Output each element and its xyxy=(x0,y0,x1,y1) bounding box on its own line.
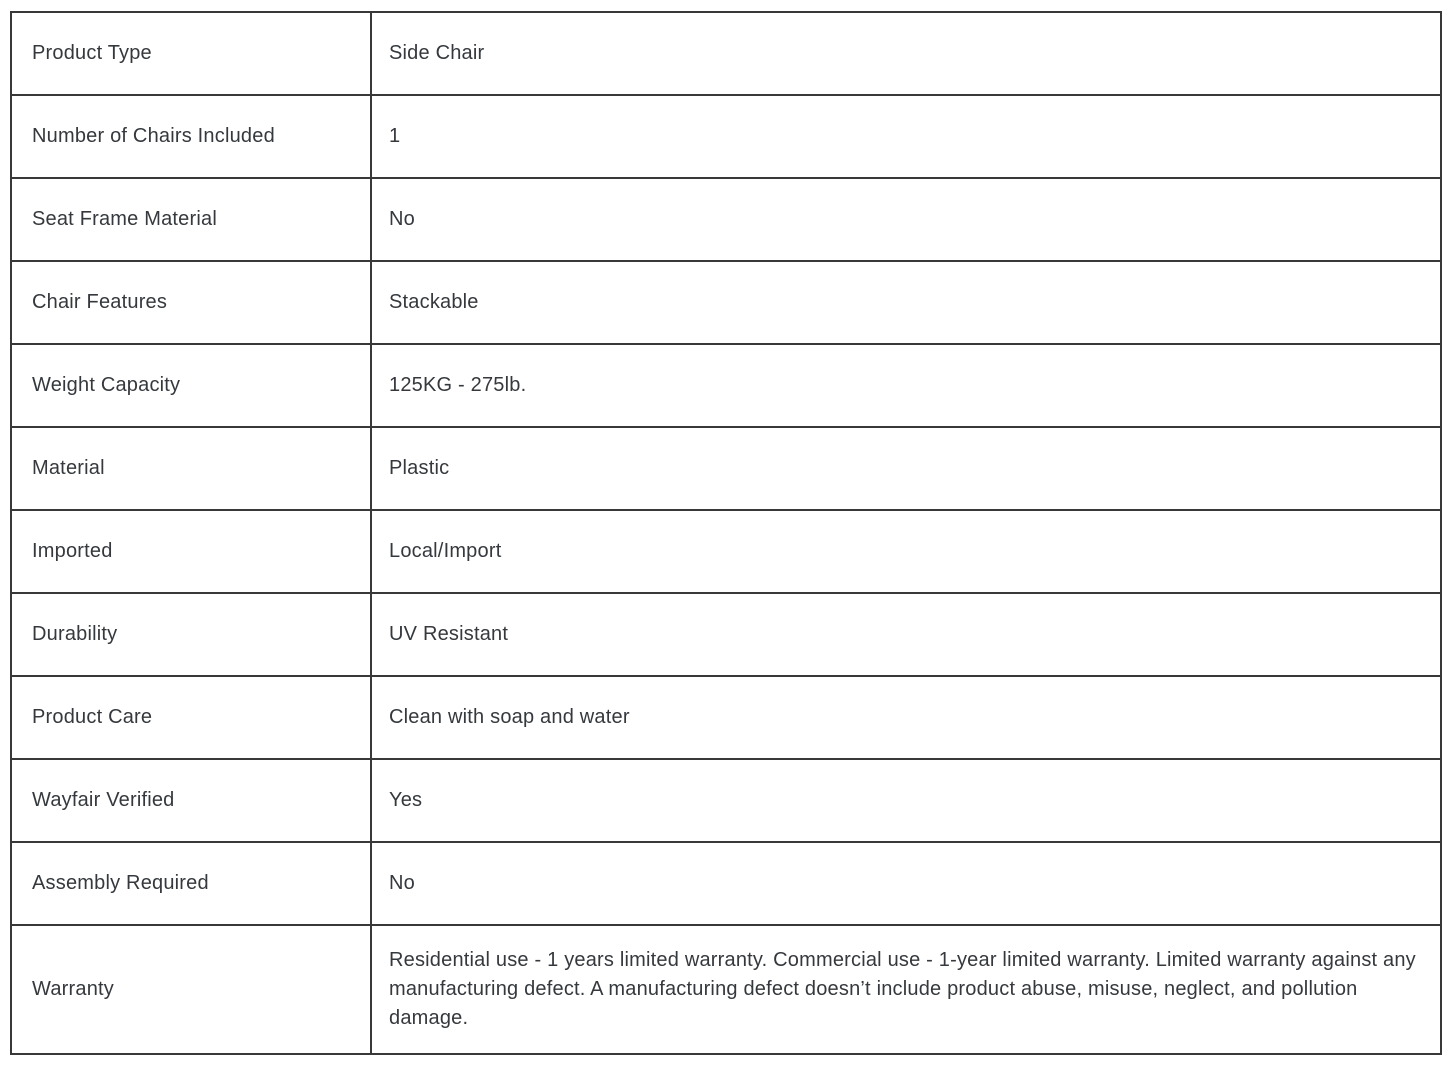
spec-label-cell xyxy=(11,427,371,510)
spec-label: Imported xyxy=(32,540,113,562)
table-row xyxy=(11,842,1441,925)
specs-table xyxy=(10,11,1442,1055)
spec-label-cell xyxy=(11,344,371,427)
table-row xyxy=(11,676,1441,759)
table-row xyxy=(11,510,1441,593)
spec-label-cell xyxy=(11,261,371,344)
spec-value: No xyxy=(389,872,415,894)
spec-label-cell xyxy=(11,510,371,593)
spec-label: Product Type xyxy=(32,42,152,64)
spec-value: Clean with soap and water xyxy=(389,706,630,728)
spec-label-cell xyxy=(11,925,371,1054)
spec-label-cell xyxy=(11,676,371,759)
table-row xyxy=(11,12,1441,95)
spec-value-cell xyxy=(371,178,1441,261)
spec-value-cell xyxy=(371,925,1441,1054)
spec-value-cell xyxy=(371,427,1441,510)
spec-value: Side Chair xyxy=(389,42,485,64)
table-row xyxy=(11,925,1441,1054)
spec-label-cell xyxy=(11,95,371,178)
spec-value: UV Resistant xyxy=(389,623,509,645)
spec-label: Chair Features xyxy=(32,291,168,313)
table-row xyxy=(11,593,1441,676)
spec-value: 125KG - 275lb. xyxy=(389,374,527,396)
spec-label: Product Care xyxy=(32,706,153,728)
spec-label: Seat Frame Material xyxy=(32,208,217,230)
table-row xyxy=(11,261,1441,344)
spec-label: Durability xyxy=(32,623,118,645)
spec-label: Warranty xyxy=(32,978,114,1000)
spec-value: Yes xyxy=(389,789,423,811)
spec-label: Assembly Required xyxy=(32,872,209,894)
spec-label: Weight Capacity xyxy=(32,374,181,396)
spec-value: Plastic xyxy=(389,457,450,479)
spec-value: 1 xyxy=(389,125,401,147)
spec-value-cell xyxy=(371,510,1441,593)
spec-value-cell xyxy=(371,593,1441,676)
spec-value-cell xyxy=(371,759,1441,842)
spec-value: No xyxy=(389,208,415,230)
spec-value-cell xyxy=(371,676,1441,759)
spec-value-cell xyxy=(371,95,1441,178)
spec-label: Wayfair Verified xyxy=(32,789,175,811)
spec-label-cell xyxy=(11,842,371,925)
spec-label-cell xyxy=(11,759,371,842)
table-row xyxy=(11,178,1441,261)
spec-label: Material xyxy=(32,457,105,479)
spec-label-cell xyxy=(11,178,371,261)
spec-label-cell xyxy=(11,12,371,95)
spec-label-cell xyxy=(11,593,371,676)
spec-value: Local/Import xyxy=(389,540,502,562)
spec-value-cell xyxy=(371,261,1441,344)
table-row xyxy=(11,759,1441,842)
table-row xyxy=(11,427,1441,510)
spec-value: Stackable xyxy=(389,291,479,313)
spec-value-cell xyxy=(371,12,1441,95)
spec-value: Residential use - 1 years limited warranty. Commercial use - 1-year limited warranty. Limited warranty against any manufacturing defect. A manufacturing defect doesn’t include product abuse, misuse, neglect, and pollution damage. xyxy=(389,949,1416,1029)
table-row xyxy=(11,95,1441,178)
table-row xyxy=(11,344,1441,427)
spec-value-cell xyxy=(371,842,1441,925)
spec-label: Number of Chairs Included xyxy=(32,125,275,147)
spec-value-cell xyxy=(371,344,1441,427)
product-specs-section xyxy=(10,11,1442,1055)
